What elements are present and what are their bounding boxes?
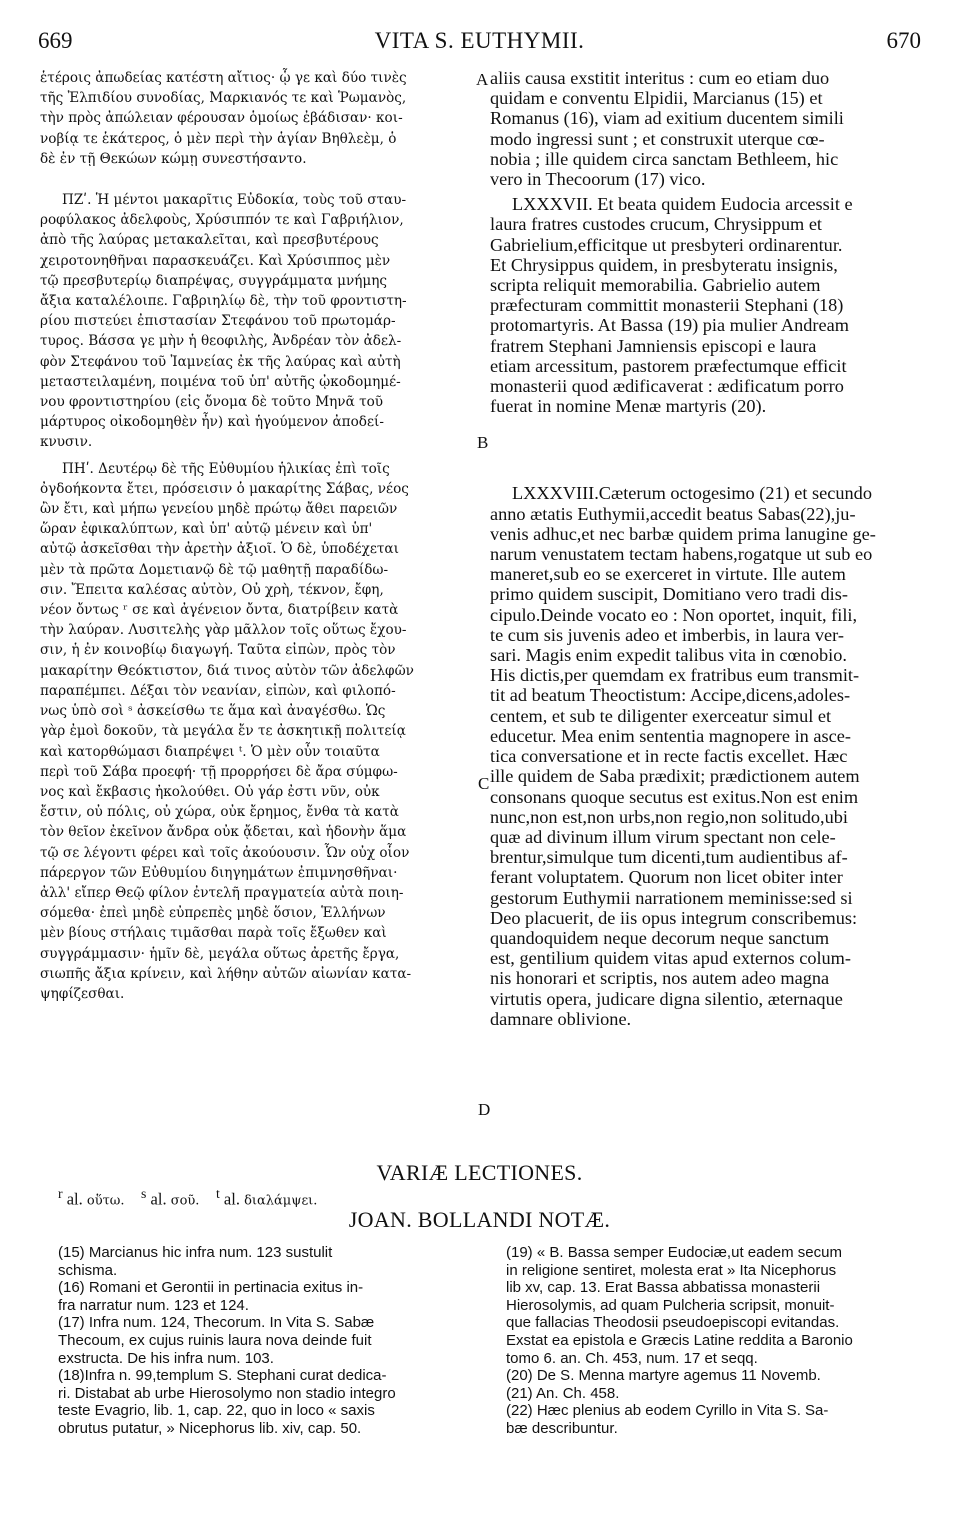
text-line: τῆς Ἐλπιδίου συνοδίας, Μαρκιανός τε καὶ Ῥωμανὸς,	[40, 90, 407, 107]
text-line: laura fratres custodes crucum, Chrysippum et	[490, 214, 823, 235]
text-line: περὶ τοῦ Σάβα προεφή· τῇ προρρήσει δὲ ἄρα σύμφω-	[40, 763, 398, 780]
text-line: φὸν Στεφάνου τοῦ Ἰαμνείας ἐκ τῆς λαύρας καὶ αὐτὴ	[40, 353, 401, 370]
text-line: ψηφίζεσθαι.	[40, 985, 125, 1002]
text-line: ἀπὸ τῆς λαύρας μετακαλεῖται, καὶ πρεσβυτέρους	[40, 232, 379, 249]
note-line: que fallacias Theodosii pseudoepiscopi evitandas.	[506, 1314, 840, 1332]
text-line: συγγράμμασιν· ἡμῖν δὲ, μεγάλα οὕτως ἀρετῆς ἔργα,	[40, 945, 400, 962]
text-line: δὲ ἐν τῇ Θεκώων κώμῃ συνεστήσαντο.	[40, 150, 307, 167]
text-line: quæ ad divinum illum virum spectant non cele-	[490, 826, 836, 847]
text-line: primo quidem suscipit, Domitiano vero tradi dis-	[490, 584, 848, 605]
text-line: μὲν βίους στήλαις τιμᾶσθαι παρὰ τοῖς ἔξωθεν καὶ	[40, 925, 387, 942]
notes-right-column	[506, 1244, 922, 1438]
variant-r-text: οὕτω.	[86, 1193, 125, 1209]
text-line: tit ad beatum Theoctistum: Accipe,dicens,adoles-	[490, 685, 851, 706]
text-line: νος καὶ ἔκβασις ἠκολούθει. Οὐ γάρ ἐστι νῦν, οὐκ	[40, 783, 380, 800]
text-line: ὀγδοήκοντα ἔτει, πρόσεισιν ὁ μακαρίτης Σάβας, νέος	[40, 480, 409, 497]
variant-s-text: σοῦ.	[170, 1193, 200, 1209]
text-line: LXXXVIII.Cæterum octogesimo (21) et secundo	[512, 483, 872, 504]
text-line: νου φροντιστηρίου (εἰς ὄνομα δὲ τοῦτο Μηνᾶ τοῦ	[40, 394, 384, 411]
text-line: ἔστιν, οὐ πόλις, οὐ χώρα, οὐκ ἔρημος, ἔνθα τὰ κατὰ	[40, 804, 399, 821]
text-line: monasterii quod ædificaverat : ædificatum porro	[490, 376, 844, 397]
text-line: τῷ πρεσβυτερίῳ διαπρέψας, συγγράμματα μνήμης	[40, 272, 388, 289]
text-line: νοβίᾳ τε ἑκάτερος, ὁ μὲν περὶ τὴν ἁγίαν Βηθλεὲμ, ὁ	[40, 130, 397, 147]
note-line: fra narratur num. 123 et 124.	[58, 1296, 249, 1314]
note-line: exstructa. De his infra num. 103.	[58, 1349, 274, 1367]
text-line: γὰρ ἐμοὶ δοκοῦν, τὰ μεγάλα ἔν τε ἀσκητικῇ πολιτείᾳ	[40, 723, 406, 740]
text-line: sari. Magis enim expedit talibus vita in cœnobio.	[490, 645, 847, 666]
text-line: σιν, ἡ ἐν κοινοβίῳ διαγωγή. Ταῦτα εἰπὼν, πρὸς τὸν	[40, 642, 396, 659]
text-line: παραπέμπει. Δέξαι τὸν νεανίαν, εἰπὼν, καὶ φιλοπό-	[40, 682, 396, 699]
text-line: τῷ σε λέγοντι φέρει καὶ τοῖς ἀκούουσιν. Ὧν οὐχ οἷον	[40, 844, 410, 861]
note-line: Thecoum, ex cujus ruinis laura nova deinde fuit	[58, 1331, 372, 1349]
text-line: damnare oblivione.	[490, 1008, 632, 1029]
page-number-right: 670	[886, 28, 921, 53]
note-line: obrutus putatur, » Nicephorus lib. xiv, cap. 50.	[58, 1419, 362, 1437]
text-line: fuerat in nomine Menæ martyris (20).	[490, 396, 767, 417]
note-line: (16) Romani et Gerontii in pertinacia exitus in-	[58, 1279, 364, 1297]
text-line: etiam arcessitum, pastorem præfectumque efficit	[490, 355, 847, 376]
text-line: quandoquidem neque decorum neque sanctum	[490, 927, 830, 948]
text-line: ἑτέροις ἀπωδείας κατέστη αἴτιος· ᾧ γε καὶ δύο τινὲς	[40, 70, 407, 86]
note-line: in religione sentiret, molesta erat » Ita Nicephorus	[506, 1261, 837, 1279]
text-line: σόμεθα· ἐπεὶ μηδὲ εὐπρεπὲς μηδὲ ὅσιον, Ἑλλήνων	[40, 905, 386, 922]
text-line: LXXXVII. Et beata quidem Eudocia arcessit e	[512, 194, 853, 215]
variant-marker-s: s	[141, 1186, 147, 1201]
text-line: χειροτονηθῆναι παρασκευάζει. Καὶ Χρύσιππος μὲν	[40, 252, 391, 269]
latin-paragraph	[490, 194, 922, 416]
note-line: (19) « B. Bassa semper Eudociæ,ut eadem secum	[506, 1244, 842, 1261]
text-line: est, gentilium quidem vitas apud externos colum-	[490, 948, 851, 969]
greek-column	[40, 68, 482, 1004]
note-line: bæ describuntur.	[506, 1419, 618, 1437]
text-line: μάρτυρος οἰκοδομηθὲν ἦν) καὶ ἡγούμενον ἀποδεί-	[40, 414, 384, 431]
note-line: (22) Hæc plenius ab eodem Cyrillo in Vita S. Sa-	[506, 1402, 829, 1420]
text-line: ἀλλ' εἴπερ Θεῷ φίλον ἐντελῆ πραγματεία αὐτὰ ποιη-	[40, 884, 404, 901]
greek-paragraph	[40, 190, 482, 453]
notes-left-column	[58, 1244, 470, 1438]
text-line: αὐτῷ ἀσκεῖσθαι τὴν ἀρετὴν ἀξιοῖ. Ὁ δὲ, ὑποδέχεται	[40, 541, 399, 558]
note-line: teste Evagrio, lib. 1, cap. 22, quo in loco « saxis	[58, 1402, 375, 1420]
text-line: tica conversatione et in recte factis excellet. Hæc	[490, 746, 848, 767]
variant-t-al: al.	[223, 1189, 240, 1209]
text-line: narum venustatem tectam habens,rogatque ut sub eo	[490, 544, 873, 565]
latin-paragraph	[490, 483, 922, 1028]
text-line: καὶ κατορθώμασι διαπρέψει ᵗ. Ὁ μὲν οὖν τοιαῦτα	[40, 743, 380, 760]
text-line: brentur,simulque tum dicenti,tum audientibus af-	[490, 847, 848, 868]
text-line: Gabrielium,efficitque ut presbyteri ordinarentur.	[490, 234, 843, 255]
text-line: σιν. Ἔπειτα καλέσας αὐτὸν, Οὐ χρὴ, τέκνον, ἔφη,	[40, 581, 384, 598]
running-title: VITA S. EUTHYMII.	[374, 28, 585, 53]
text-line: τὴν πρὸς ἀπώλειαν φέρουσαν ὁμοίως ἐβάδισαν· κοι-	[40, 110, 403, 127]
variant-marker-t: t	[215, 1186, 220, 1201]
text-line: protomartyris. At Bassa (19) pia mulier Andream	[490, 315, 849, 336]
text-line: gestorum Euthymii narrationem meminisse:sed si	[490, 887, 853, 908]
text-line: ferant voluptatem. Quorum non licet obiter inter	[490, 867, 843, 888]
text-line: μακαρίτην Θεόκτιστον, διά τινος αὐτὸν τῶν ἀδελφῶν	[40, 662, 414, 679]
text-line: Romanus (16), viam ad exitium ducentem simili	[490, 108, 844, 129]
text-line: virtutis opera, judicare digna silentio, æternaque	[490, 988, 843, 1009]
margin-marker-a: A	[476, 70, 489, 89]
note-line: Exstat ea epistola e Græcis Latine reddita a Baronio	[506, 1331, 853, 1349]
text-line: aliis causa exstitit interitus : cum eo etiam duo	[490, 68, 830, 88]
text-line: vero in Thecoorum (17) vico.	[490, 169, 706, 190]
greek-paragraph	[40, 459, 482, 1004]
text-line: nis honorari et scriptis, nos autem adeo magna	[490, 968, 830, 989]
margin-marker-d: D	[478, 1100, 491, 1119]
text-line: ὥραν ἐφικαλύπτων, καὶ ὑπ' αὐτῷ μένειν καὶ ὑπ'	[40, 521, 373, 538]
text-line: scripta reliquit memorabilia. Gabrielio autem	[490, 275, 821, 296]
text-line: ΠΗʹ. Δευτέρῳ δὲ τῆς Εὐθυμίου ἡλικίας ἐπὶ τοῖς	[62, 460, 390, 477]
variant-r-al: al.	[66, 1189, 83, 1209]
text-line: σιωπῆς ἄξια κρίνειν, καὶ λήθην αὐτῶν αἰωνίαν κατα-	[40, 965, 412, 982]
text-line: κνυσιν.	[40, 434, 93, 451]
text-line: maneret,sub eo se exerceret in virtute. Ille autem	[490, 564, 846, 585]
note-line: (20) De S. Menna martyre agemus 11 Novemb.	[506, 1367, 821, 1385]
notes-title: JOAN. BOLLANDI NOTÆ.	[348, 1207, 611, 1232]
variant-s-al: al.	[150, 1189, 167, 1209]
variant-marker-r: r	[58, 1186, 63, 1201]
text-line: præfecturam committit monasterii Stephani (18)	[490, 295, 844, 316]
text-line: μὲν τὰ πρῶτα Δομετιανῷ δὲ τῷ μαθητῇ παραδίδω-	[40, 561, 389, 578]
text-line: ΠΖʹ. Ἡ μέντοι μακαρῖτις Εὐδοκία, τοὺς τοῦ σταυ-	[62, 192, 407, 209]
text-line: νως ὑπὸ σοὶ ˢ ἀσκείσθω τε ἅμα καὶ ἀναγέσθω. Ὡς	[40, 703, 386, 720]
text-line: τὸν θεῖον ἐκεῖνον ἄνδρα οὐκ ᾄδεται, καὶ ἡδονὴν ἅμα	[40, 824, 407, 841]
text-line: ρίου πιστεύει ἐπιστασίαν Στεφάνου τοῦ πρωτομάρ-	[40, 313, 396, 330]
text-line: centem, et sub te diligenter exerceatur simul et	[490, 705, 832, 726]
text-line: ἄξια καταλέλοιπε. Γαβριηλίῳ δὲ, τὴν τοῦ φροντιστη-	[40, 293, 407, 310]
note-line: (18)Infra n. 99,templum S. Stephani curat dedica-	[58, 1367, 387, 1385]
note-line: ri. Distabat ab urbe Hierosolymo non stadio integro	[58, 1384, 396, 1402]
text-line: ὢν ἔτι, καὶ μήπω γενείου μηδὲ πρώτῳ ἄθει παρειῶν	[40, 501, 398, 518]
text-line: μεταστειλαμένη, ποιμένα τοῦ ὑπ' αὐτῆς ᾠκοδομημέ-	[40, 373, 401, 390]
margin-marker-b: B	[477, 433, 489, 452]
page-number-left: 669	[38, 28, 73, 53]
greek-paragraph	[40, 68, 482, 169]
text-line: fratrem Stephani Jamniensis episcopi e laura	[490, 335, 817, 356]
variant-t-text: διαλάμψει.	[244, 1193, 318, 1209]
note-line: (17) Infra num. 124, Thecorum. In Vita S. Sabæ	[58, 1314, 375, 1332]
note-line: (21) An. Ch. 458.	[506, 1384, 620, 1402]
text-line: τὴν λαύραν. Λυσιτελὴς γὰρ μᾶλλον τοῖς οὕτως ἔχου-	[40, 622, 407, 639]
latin-column	[490, 68, 922, 1029]
text-line: venis adhuc,et nec barbæ quidem prima lanugine ge-	[490, 523, 876, 544]
text-line: te cum sis juvenis adeo et imberbis, in laura ver-	[490, 624, 844, 645]
text-line: τυρος. Βάσσα γε μὴν ἡ θεοφιλὴς, Ἀνδρέαν τὸν ἀδελ-	[40, 333, 402, 350]
latin-paragraph	[490, 68, 922, 189]
variae-lectiones	[58, 1186, 317, 1210]
text-line: νέον ὄντως ʳ σε καὶ ἀγένειον ὄντα, διατρίβειν κατὰ	[40, 602, 399, 619]
note-line: Hierosolymis, ad quam Pulcheria scripsit, monuit-	[506, 1296, 835, 1314]
margin-marker-c: C	[478, 774, 490, 793]
text-line: modo ingressi sunt ; et construxit uterque cœ-	[490, 128, 825, 149]
text-line: educetur. Mea enim sententia magnopere in asce-	[490, 725, 851, 746]
note-line: (15) Marcianus hic infra num. 123 sustulit	[58, 1244, 333, 1261]
text-line: nobia ; ille quidem circa sanctam Bethleem, hic	[490, 148, 839, 169]
note-line: schisma.	[58, 1261, 118, 1279]
note-line: lib xv, cap. 13. Erat Bassa abbatissa monasterii	[506, 1279, 821, 1297]
text-line: His dictis,per quemdam ex fratribus eum transmit-	[490, 665, 860, 686]
text-line: ille quidem de Saba prædixit; prædictionem autem	[490, 766, 860, 787]
text-line: anno ætatis Euthymii,accedit beatus Sabas(22),ju-	[490, 503, 856, 524]
page-header	[38, 28, 921, 68]
text-line: πάρεργον τῶν Εὐθυμίου διηγημάτων ἐπιμνησθῆναι·	[40, 864, 398, 881]
text-line: Deo placuerit, de iis opus integrum conscribemus:	[490, 907, 858, 928]
text-line: quidam e conventu Elpidii, Marcianus (15) et	[490, 88, 823, 109]
text-line: cipulo.Deinde vocato eo : Non oportet, inquit, fili,	[490, 604, 858, 625]
text-line: nunc,non est,non urbs,non regio,non solitudo,ubi	[490, 806, 848, 827]
text-line: Et Chrysippus quidem, in presbyteratu insignis,	[490, 254, 838, 275]
text-line: ροφύλακος ἀδελφοὺς, Χρύσιππόν τε καὶ Γαβριήλιον,	[40, 212, 404, 229]
text-line: consonans quoque secutus est exitus.Non est enim	[490, 786, 859, 807]
variae-title: VARIÆ LECTIONES.	[376, 1160, 583, 1185]
note-line: tomo 6. an. Ch. 453, num. 17 et seqq.	[506, 1349, 758, 1367]
